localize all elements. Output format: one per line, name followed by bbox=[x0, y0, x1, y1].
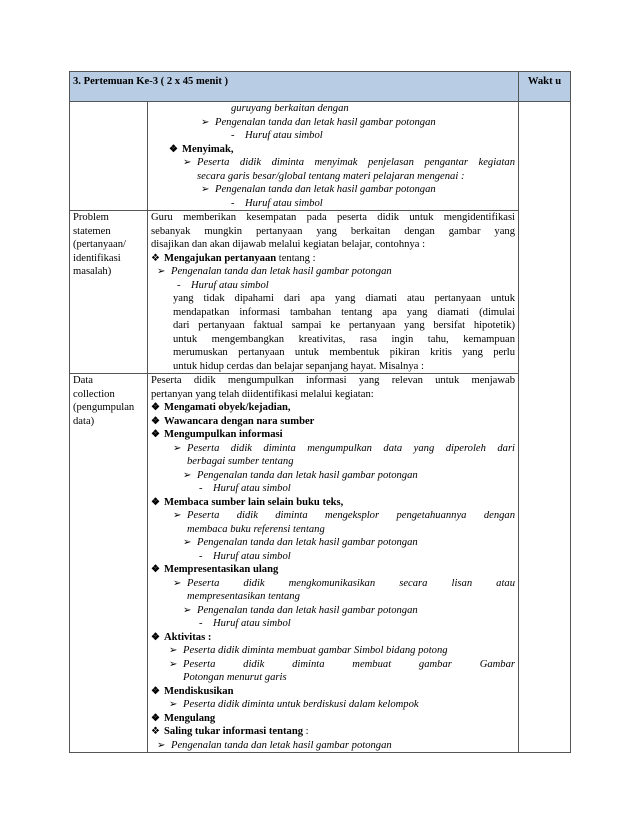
data-collection-label: Data collection (pengumpulan data) bbox=[70, 374, 148, 753]
sub-item: ➢ Pengenalan tanda dan letak hasil gambar potongan bbox=[183, 469, 418, 481]
bullet-item: ❖ Mempresentasikan ulang bbox=[151, 564, 279, 575]
dash-icon: - bbox=[199, 483, 203, 494]
bullet-item: ❖ Mengamati obyek/kejadian, bbox=[151, 402, 291, 413]
sub-item: ➢ Peserta didik diminta untuk berdiskusi dalam kelompok bbox=[169, 699, 419, 710]
diamond-bullet-icon: ❖ bbox=[151, 712, 160, 724]
problem-statement-row bbox=[70, 211, 571, 374]
empty-label-cell bbox=[70, 102, 148, 211]
text-line: membaca buku referensi tentang bbox=[187, 523, 325, 535]
dash-icon: - bbox=[199, 618, 203, 629]
bullet-item: ❖ Mengulang bbox=[151, 712, 216, 724]
text-line: Peserta didik mengumpulkan informasi yang relevan untuk menjawab bbox=[151, 375, 516, 386]
diamond-bullet-icon: ❖ bbox=[151, 415, 160, 427]
sub-item: ➢ Peserta didik diminta mengeksplor pengetahuannya dengan bbox=[173, 510, 516, 521]
diamond-bullet-icon: ❖ bbox=[169, 143, 178, 155]
text-line: guruyang berkaitan dengan bbox=[231, 103, 349, 114]
arrow-bullet-icon: ➢ bbox=[173, 577, 182, 589]
problem-statement-content bbox=[148, 211, 519, 374]
text-line: berbagai sumber tentang bbox=[187, 456, 294, 467]
bullet-item: ❖ Saling tukar informasi tentang : bbox=[151, 726, 309, 737]
continuation-row bbox=[70, 102, 571, 211]
text-line: Potongan menurut garis bbox=[183, 672, 287, 683]
text-line: pertanyan yang telah diidentifikasi melalui kegiatan: bbox=[151, 388, 374, 400]
bullet-item: ❖ Aktivitas : bbox=[151, 631, 212, 643]
arrow-bullet-icon: ➢ bbox=[169, 658, 178, 670]
data-collection-content bbox=[148, 374, 519, 753]
arrow-bullet-icon: ➢ bbox=[183, 537, 192, 548]
text-line: yang tidak dipahami dari apa yang diamati atau pertanyaan untuk bbox=[173, 293, 516, 304]
sub-item: ➢ Peserta didik diminta membuat gambar Simbol bidang potong bbox=[169, 645, 448, 656]
sub-item: ➢ Pengenalan tanda dan letak hasil gambar potongan bbox=[183, 537, 418, 548]
sub-item: ➢ Peserta didik mengkomunikasikan secara lisan atau bbox=[173, 577, 516, 589]
diamond-bullet-icon: ❖ bbox=[151, 496, 160, 508]
text-line: merumuskan pertanyaan untuk membentuk pikiran kritis yang perlu bbox=[173, 347, 516, 358]
arrow-bullet-icon: ➢ bbox=[201, 184, 210, 195]
diamond-bullet-icon: ❖ bbox=[151, 252, 160, 264]
dash-icon: - bbox=[177, 279, 181, 291]
text-line: mendapatkan informasi tambahan tentang apa yang diamati (dimulai bbox=[173, 306, 516, 318]
text-line: untuk hidup cerdas dan belajar sepanjang hayat. Misalnya : bbox=[173, 360, 424, 372]
dash-item: - Huruf atau simbol bbox=[177, 279, 269, 291]
sub-item: ➢ Pengenalan tanda dan letak hasil gambar potongan bbox=[183, 604, 418, 616]
bullet-item: ❖ Mengajukan pertanyaan tentang : bbox=[151, 252, 316, 264]
document-page bbox=[69, 71, 570, 753]
text-line: disajikan dan akan dijawab melalui kegiatan belajar, contohnya : bbox=[151, 239, 426, 250]
dash-item: - Huruf atau simbol bbox=[231, 130, 323, 141]
text-line: mempresentasikan tentang bbox=[187, 591, 300, 602]
text-line: untuk mengembangkan kreativitas, rasa ingin tahu, kemampuan bbox=[173, 333, 516, 345]
arrow-bullet-icon: ➢ bbox=[183, 604, 192, 616]
sub-item: ➢ Peserta didik diminta mengumpulkan data yang diperoleh dari bbox=[173, 442, 516, 454]
arrow-bullet-icon: ➢ bbox=[169, 699, 178, 710]
bullet-item: ❖ Mendiskusikan bbox=[151, 685, 234, 697]
diamond-bullet-icon: ❖ bbox=[151, 631, 160, 643]
sub-item: ➢ Peserta didik diminta menyimak penjelasan pengantar kegiatan bbox=[183, 157, 516, 168]
arrow-bullet-icon: ➢ bbox=[173, 510, 182, 521]
sub-item: ➢ Pengenalan tanda dan letak hasil gambar potongan bbox=[157, 739, 392, 751]
dash-icon: - bbox=[231, 130, 235, 141]
dash-icon: - bbox=[231, 197, 235, 209]
sub-item: ➢ Peserta didik diminta membuat gambar Gambar bbox=[169, 658, 516, 670]
arrow-bullet-icon: ➢ bbox=[201, 116, 210, 128]
arrow-bullet-icon: ➢ bbox=[173, 442, 182, 454]
meeting-title: 3. Pertemuan Ke-3 ( 2 x 45 menit ) bbox=[70, 72, 519, 102]
problem-statement-label: Problem statemen (pertanyaan/ identifikasi masalah) bbox=[70, 211, 148, 374]
diamond-bullet-icon: ❖ bbox=[151, 402, 160, 413]
dash-item: - Huruf atau simbol bbox=[199, 550, 291, 562]
diamond-bullet-icon: ❖ bbox=[151, 564, 160, 575]
dash-item: - Huruf atau simbol bbox=[199, 618, 291, 629]
header-row bbox=[70, 72, 571, 102]
dash-item: - Huruf atau simbol bbox=[231, 197, 323, 209]
sub-item: ➢ Pengenalan tanda dan letak hasil gambar potongan bbox=[201, 184, 436, 195]
arrow-bullet-icon: ➢ bbox=[183, 469, 192, 481]
bullet-item: ❖ Membaca sumber lain selain buku teks, bbox=[151, 496, 344, 508]
bullet-item: ❖ Menyimak, bbox=[169, 143, 234, 155]
arrow-bullet-icon: ➢ bbox=[157, 266, 166, 277]
arrow-bullet-icon: ➢ bbox=[183, 157, 192, 168]
waktu-cell bbox=[519, 102, 571, 753]
text-line: secara garis besar/global tentang materi pelajaran mengenai : bbox=[197, 170, 465, 182]
diamond-bullet-icon: ❖ bbox=[151, 429, 160, 440]
diamond-bullet-icon: ❖ bbox=[151, 726, 160, 737]
lesson-plan-table bbox=[69, 71, 571, 753]
diamond-bullet-icon: ❖ bbox=[151, 685, 160, 697]
sub-item: ➢ Pengenalan tanda dan letak hasil gambar potongan bbox=[201, 116, 436, 128]
sub-item: ➢ Pengenalan tanda dan letak hasil gambar potongan bbox=[157, 266, 392, 277]
text-line: dari pertanyaan faktual sampai ke pertanyaan yang bersifat hipotetik) bbox=[173, 320, 516, 331]
arrow-bullet-icon: ➢ bbox=[169, 645, 178, 656]
dash-item: - Huruf atau simbol bbox=[199, 483, 291, 494]
arrow-bullet-icon: ➢ bbox=[157, 739, 166, 751]
text-line: Guru memberikan kesempatan pada peserta didik untuk mengidentifikasi bbox=[151, 212, 516, 223]
continuation-content bbox=[148, 102, 519, 211]
text-line: sebanyak mungkin pertanyaan yang berkaitan dengan gambar yang bbox=[151, 225, 516, 237]
bullet-item: ❖ Mengumpulkan informasi bbox=[151, 429, 283, 440]
data-collection-row bbox=[70, 374, 571, 753]
waktu-header: Wakt u bbox=[519, 72, 571, 102]
dash-icon: - bbox=[199, 550, 203, 562]
bullet-item: ❖ Wawancara dengan nara sumber bbox=[151, 415, 315, 427]
